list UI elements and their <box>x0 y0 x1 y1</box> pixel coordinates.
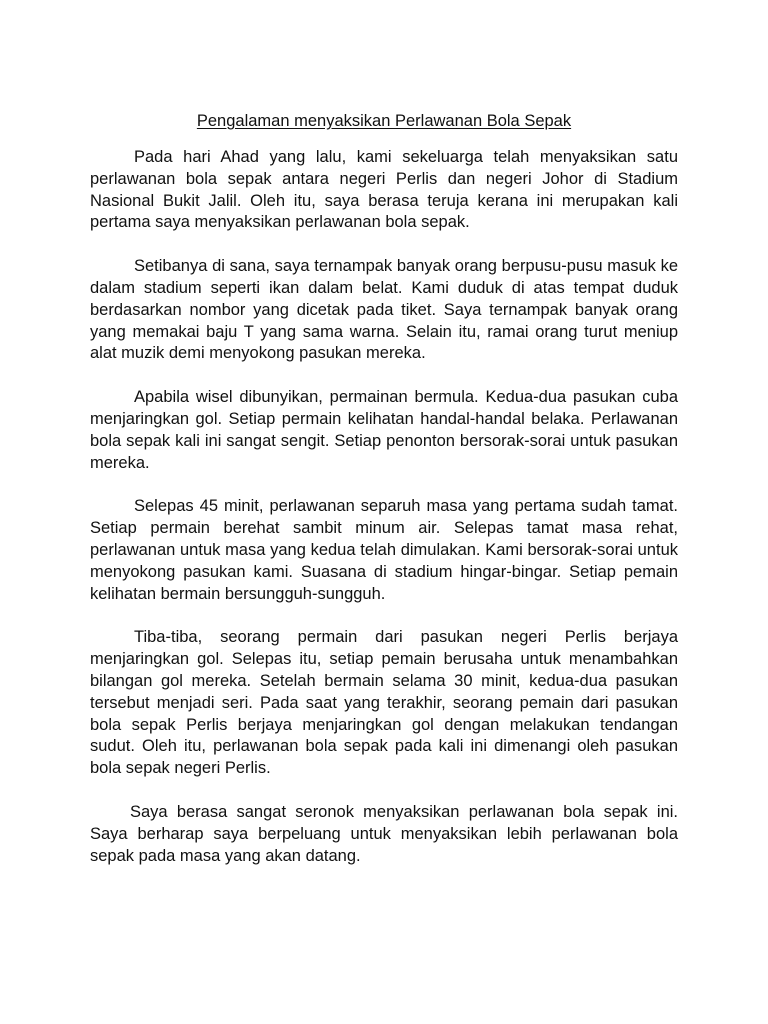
document-title: Pengalaman menyaksikan Perlawanan Bola Sepak <box>196 112 572 130</box>
paragraph-2: Setibanya di sana, saya ternampak banyak orang berpusu-pusu masuk ke dalam stadium seperti ikan dalam belat. Kami duduk di atas tempat duduk berdasarkan nombor yang dicetak pada tiket. Saya ternampak banyak orang yang memakai baju T yang sama warna. Selain itu, ramai orang turut meniup alat muzik demi menyokong pasukan mereka. <box>90 257 678 363</box>
document-page <box>90 110 678 889</box>
paragraph-3: Apabila wisel dibunyikan, permainan bermula. Kedua-dua pasukan cuba menjaringkan gol. Setiap permain kelihatan handal-handal belaka. Perlawanan bola sepak kali ini sangat sengit. Setiap penonton bersorak-sorai untuk pasukan mereka. <box>90 388 678 472</box>
paragraph-4: Selepas 45 minit, perlawanan separuh masa yang pertama sudah tamat. Setiap permain berehat sambit minum air. Selepas tamat masa rehat, perlawanan untuk masa yang kedua telah dimulakan. Kami bersorak-sorai untuk menyokong pasukan kami. Suasana di stadium hingar-bingar. Setiap pemain kelihatan bermain bersungguh-sungguh. <box>90 497 678 603</box>
paragraph-5: Tiba-tiba, seorang permain dari pasukan negeri Perlis berjaya menjaringkan gol. Selepas itu, setiap pemain berusaha untuk menambahkan bilangan gol mereka. Setelah bermain selama 30 minit, kedua-dua pasukan tersebut menjadi seri. Pada saat yang terakhir, seorang pemain dari pasukan bola sepak Perlis berjaya menjaringkan gol dengan melakukan tendangan sudut. Oleh itu, perlawanan bola sepak pada kali ini dimenangi oleh pasukan bola sepak negeri Perlis. <box>90 628 678 778</box>
paragraph-1: Pada hari Ahad yang lalu, kami sekeluarga telah menyaksikan satu perlawanan bola sepak antara negeri Perlis dan negeri Johor di Stadium Nasional Bukit Jalil. Oleh itu, saya berasa teruja kerana ini merupakan kali pertama saya menyaksikan perlawanan bola sepak. <box>90 148 678 232</box>
paragraph-6: Saya berasa sangat seronok menyaksikan perlawanan bola sepak ini. Saya berharap saya berpeluang untuk menyaksikan lebih perlawanan bola sepak pada masa yang akan datang. <box>90 802 678 865</box>
